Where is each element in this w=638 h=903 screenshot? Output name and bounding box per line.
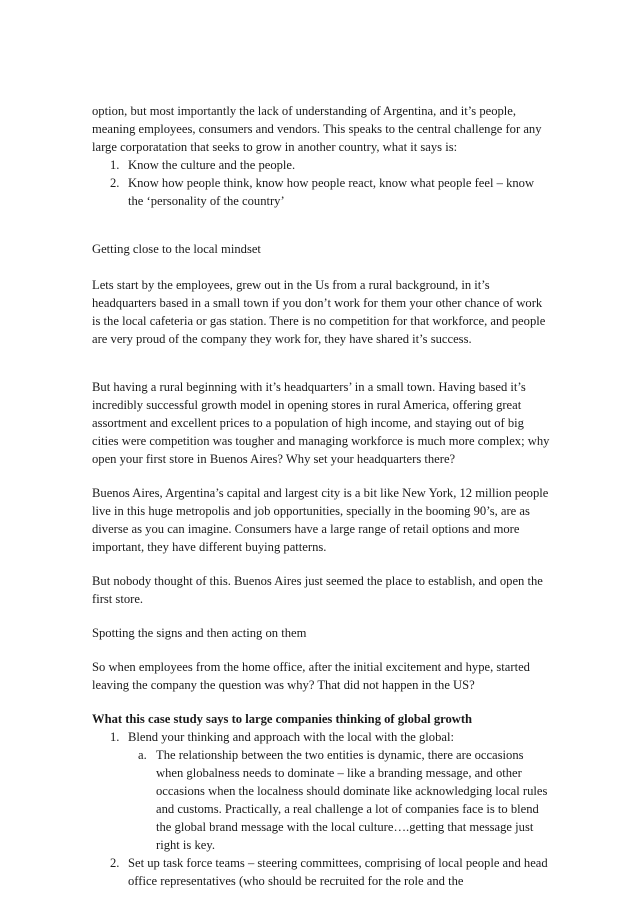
sub-list bbox=[92, 746, 552, 854]
paragraph-buenos-aires: Buenos Aires, Argentina’s capital and largest city is a bit like New York, 12 million people live in this huge metropolis and job opportunities, specially in the booming 90’s, are as diverse as you can imagine. Consumers have a large range of retail options and more important, they have different buying patterns. bbox=[92, 486, 549, 554]
list-item bbox=[92, 156, 552, 174]
case-study-list bbox=[92, 728, 552, 890]
list-item bbox=[92, 728, 552, 854]
paragraph-nobody-thought: But nobody thought of this. Buenos Aires just seemed the place to establish, and open the first store. bbox=[92, 574, 543, 606]
intro-list bbox=[92, 156, 552, 210]
section-heading-case-study: What this case study says to large companies thinking of global growth bbox=[92, 712, 473, 726]
list-item bbox=[92, 174, 552, 210]
list-item bbox=[92, 854, 552, 890]
list-item-text: Know the culture and the people. bbox=[128, 158, 296, 172]
list-marker: 1. bbox=[110, 158, 120, 172]
list-marker: 1. bbox=[110, 730, 120, 744]
section-heading-local-mindset: Getting close to the local mindset bbox=[92, 242, 261, 256]
list-marker: 2. bbox=[110, 176, 120, 190]
section-heading-spotting-signs: Spotting the signs and then acting on them bbox=[92, 626, 307, 640]
paragraph-employees: Lets start by the employees, grew out in the Us from a rural background, in it’s headquarters based in a small town if you don’t work for them your other chance of work is the local cafeteria or gas station. There is no competition for that workforce, and people are very proud of the company they work for, they have shared it’s success. bbox=[92, 278, 546, 346]
sub-list-item bbox=[92, 746, 552, 854]
list-item-text: Know how people think, know how people react, know what people feel – know the ‘personality of the country’ bbox=[128, 176, 535, 208]
document-page bbox=[92, 102, 552, 890]
paragraph-rural-beginning: But having a rural beginning with it’s headquarters’ in a small town. Having based it’s incredibly successful growth model in opening stores in rural America, offering great assortment and excellent prices to a population of high income, and staying out of big cities were competition was tougher and managing workforce is much more complex; why open your first store in Buenos Aires? Why set your headquarters there? bbox=[92, 380, 550, 466]
list-item-text: Blend your thinking and approach with the local with the global: bbox=[128, 730, 454, 744]
sub-list-marker: a. bbox=[138, 748, 147, 762]
sub-list-item-text: The relationship between the two entities is dynamic, there are occasions when globalness needs to dominate – like a branding message, and other occasions when the localness should dominate like acknowledging local rules and customs. Practically, a real challenge a lot of companies face is to blend the global brand message with the local culture….getting that message just right is key. bbox=[156, 748, 548, 852]
list-item-text: Set up task force teams – steering committees, comprising of local people and head office representatives (who should be recruited for the role and the bbox=[128, 856, 548, 888]
paragraph-employees-leaving: So when employees from the home office, after the initial excitement and hype, started leaving the company the question was why? That did not happen in the US? bbox=[92, 660, 530, 692]
list-marker: 2. bbox=[110, 856, 120, 870]
intro-paragraph: option, but most importantly the lack of understanding of Argentina, and it’s people, meaning employees, consumers and vendors. This speaks to the central challenge for any large corporatation that seeks to grow in another country, what it says is: bbox=[92, 104, 542, 154]
